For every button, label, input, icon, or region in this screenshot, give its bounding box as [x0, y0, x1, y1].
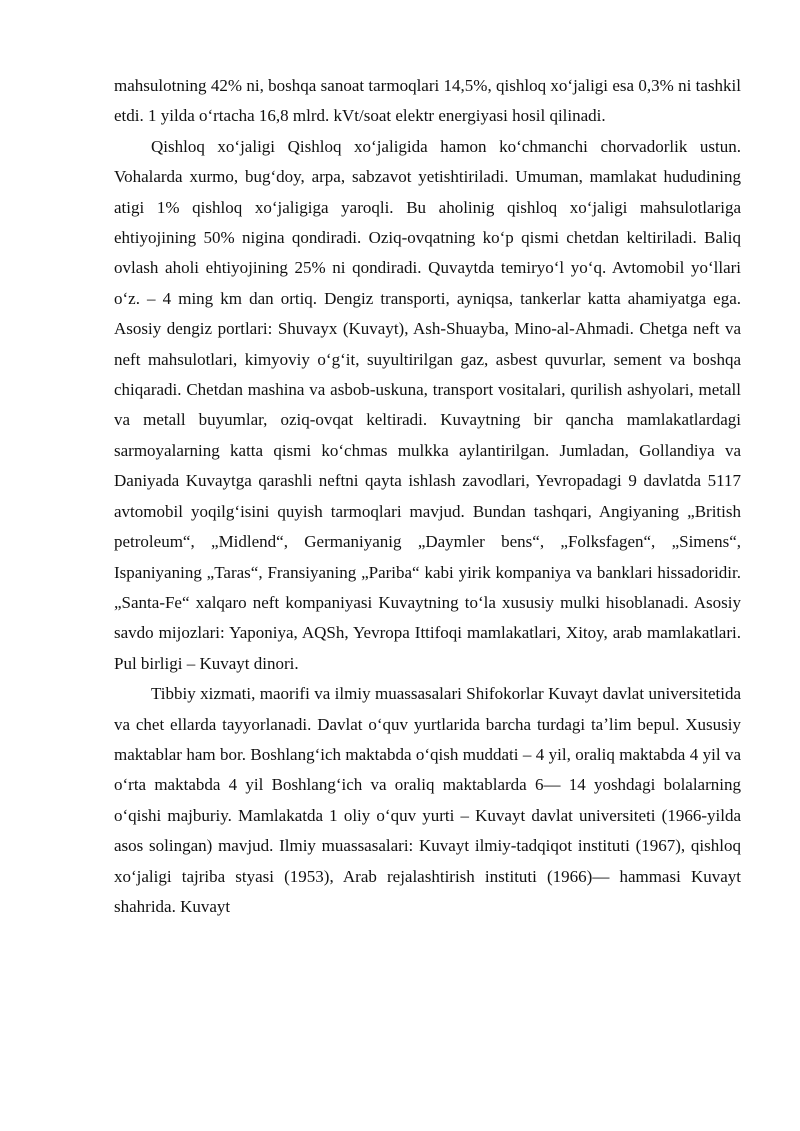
paragraph-agriculture: Qishloq xoʻjaligi Qishloq xoʻjaligida hamon koʻchmanchi chorvadorlik ustun. Vohalarda xurmo, bugʻdoy, arpa, sabzavot yetishtiriladi. Umuman, mamlakat hududining atigi 1% qishloq xoʻjaligiga yaroqli. Bu aholinig qishloq xoʻjaligi mahsulotlariga ehtiyojining 50% nigina qondiradi. Oziq-ovqatning koʻp qismi chetdan keltiriladi. Baliq ovlash aholi ehtiyojining 25% ni qondiradi. Quvaytda temiryoʻl yoʻq. Avtomobil yoʻllari oʻz. – 4 ming km dan ortiq. Dengiz transporti, ayniqsa, tankerlar katta ahamiyatga ega. Asosiy dengiz portlari: Shuvayx (Kuvayt), Ash-Shuayba, Mino-al-Ahmadi. Chetga neft va neft mahsulotlari, kimyoviy oʻgʻit, suyultirilgan gaz, asbest quvurlar, sement va boshqa chiqaradi. Chetdan mashina va asbob-uskuna, transport vositalari, qurilish ashyolari, metall va metall buyumlar, oziq-ovqat keltiradi. Kuvaytning bir qancha mamlakatlardagi sarmoyalarning katta qismi koʻchmas mulkka aylantirilgan. Jumladan, Gollandiya va Daniyada Kuvaytga qarashli neftni qayta ishlash zavodlari, Yevropadagi 9 davlatda 5117 avtomobil yoqilgʻisini quyish tarmoqlari mavjud. Bundan tashqari, Angiyaning „British petroleum“, „Midlend“, Germaniyanig „Daymler bens“, „Folksfagen“, „Simens“, Ispaniyaning „Taras“, Fransiyaning „Pariba“ kabi yirik kompaniya va banklari hissadoridir. „Santa-Fe“ xalqaro neft kompaniyasi Kuvaytning toʻla xususiy mulki hisoblanadi. Asosiy savdo mijozlari: Yaponiya, AQSh, Yevropa Ittifoqi mamlakatlari, Xitoy, arab mamlakatlari. Pul birligi – Kuvayt dinori. [114, 136, 741, 673]
paragraph-education: Tibbiy xizmati, maorifi va ilmiy muassasalari Shifokorlar Kuvayt davlat universitetida va chet ellarda tayyorlanadi. Davlat oʻquv yurtlarida barcha turdagi taʼlim bepul. Xususiy maktablar ham bor. Boshlangʻich maktabda oʻqish muddati – 4 yil, oraliq maktabda 4 yil va oʻrta maktabda 4 yil Boshlangʻich va oraliq maktablarda 6— 14 yoshdagi bolalarning oʻqishi majburiy. Mamlakatda 1 oliy oʻquv yurti – Kuvayt davlat universiteti (1966-yilda asos solingan) mavjud. Ilmiy muassasalari: Kuvayt ilmiy-tadqiqot instituti (1967), qishloq xoʻjaligi tajriba styasi (1953), Arab rejalashtirish instituti (1966)— hammasi Kuvayt shahrida. Kuvayt [114, 684, 741, 916]
paragraph-continuation: mahsulotning 42% ni, boshqa sanoat tarmoqlari 14,5%, qishloq xoʻjaligi esa 0,3% ni tashkil etdi. 1 yilda oʻrtacha 16,8 mlrd. kVt/soat elektr energiyasi hosil qilinadi. [114, 76, 741, 126]
document-page [114, 71, 741, 922]
